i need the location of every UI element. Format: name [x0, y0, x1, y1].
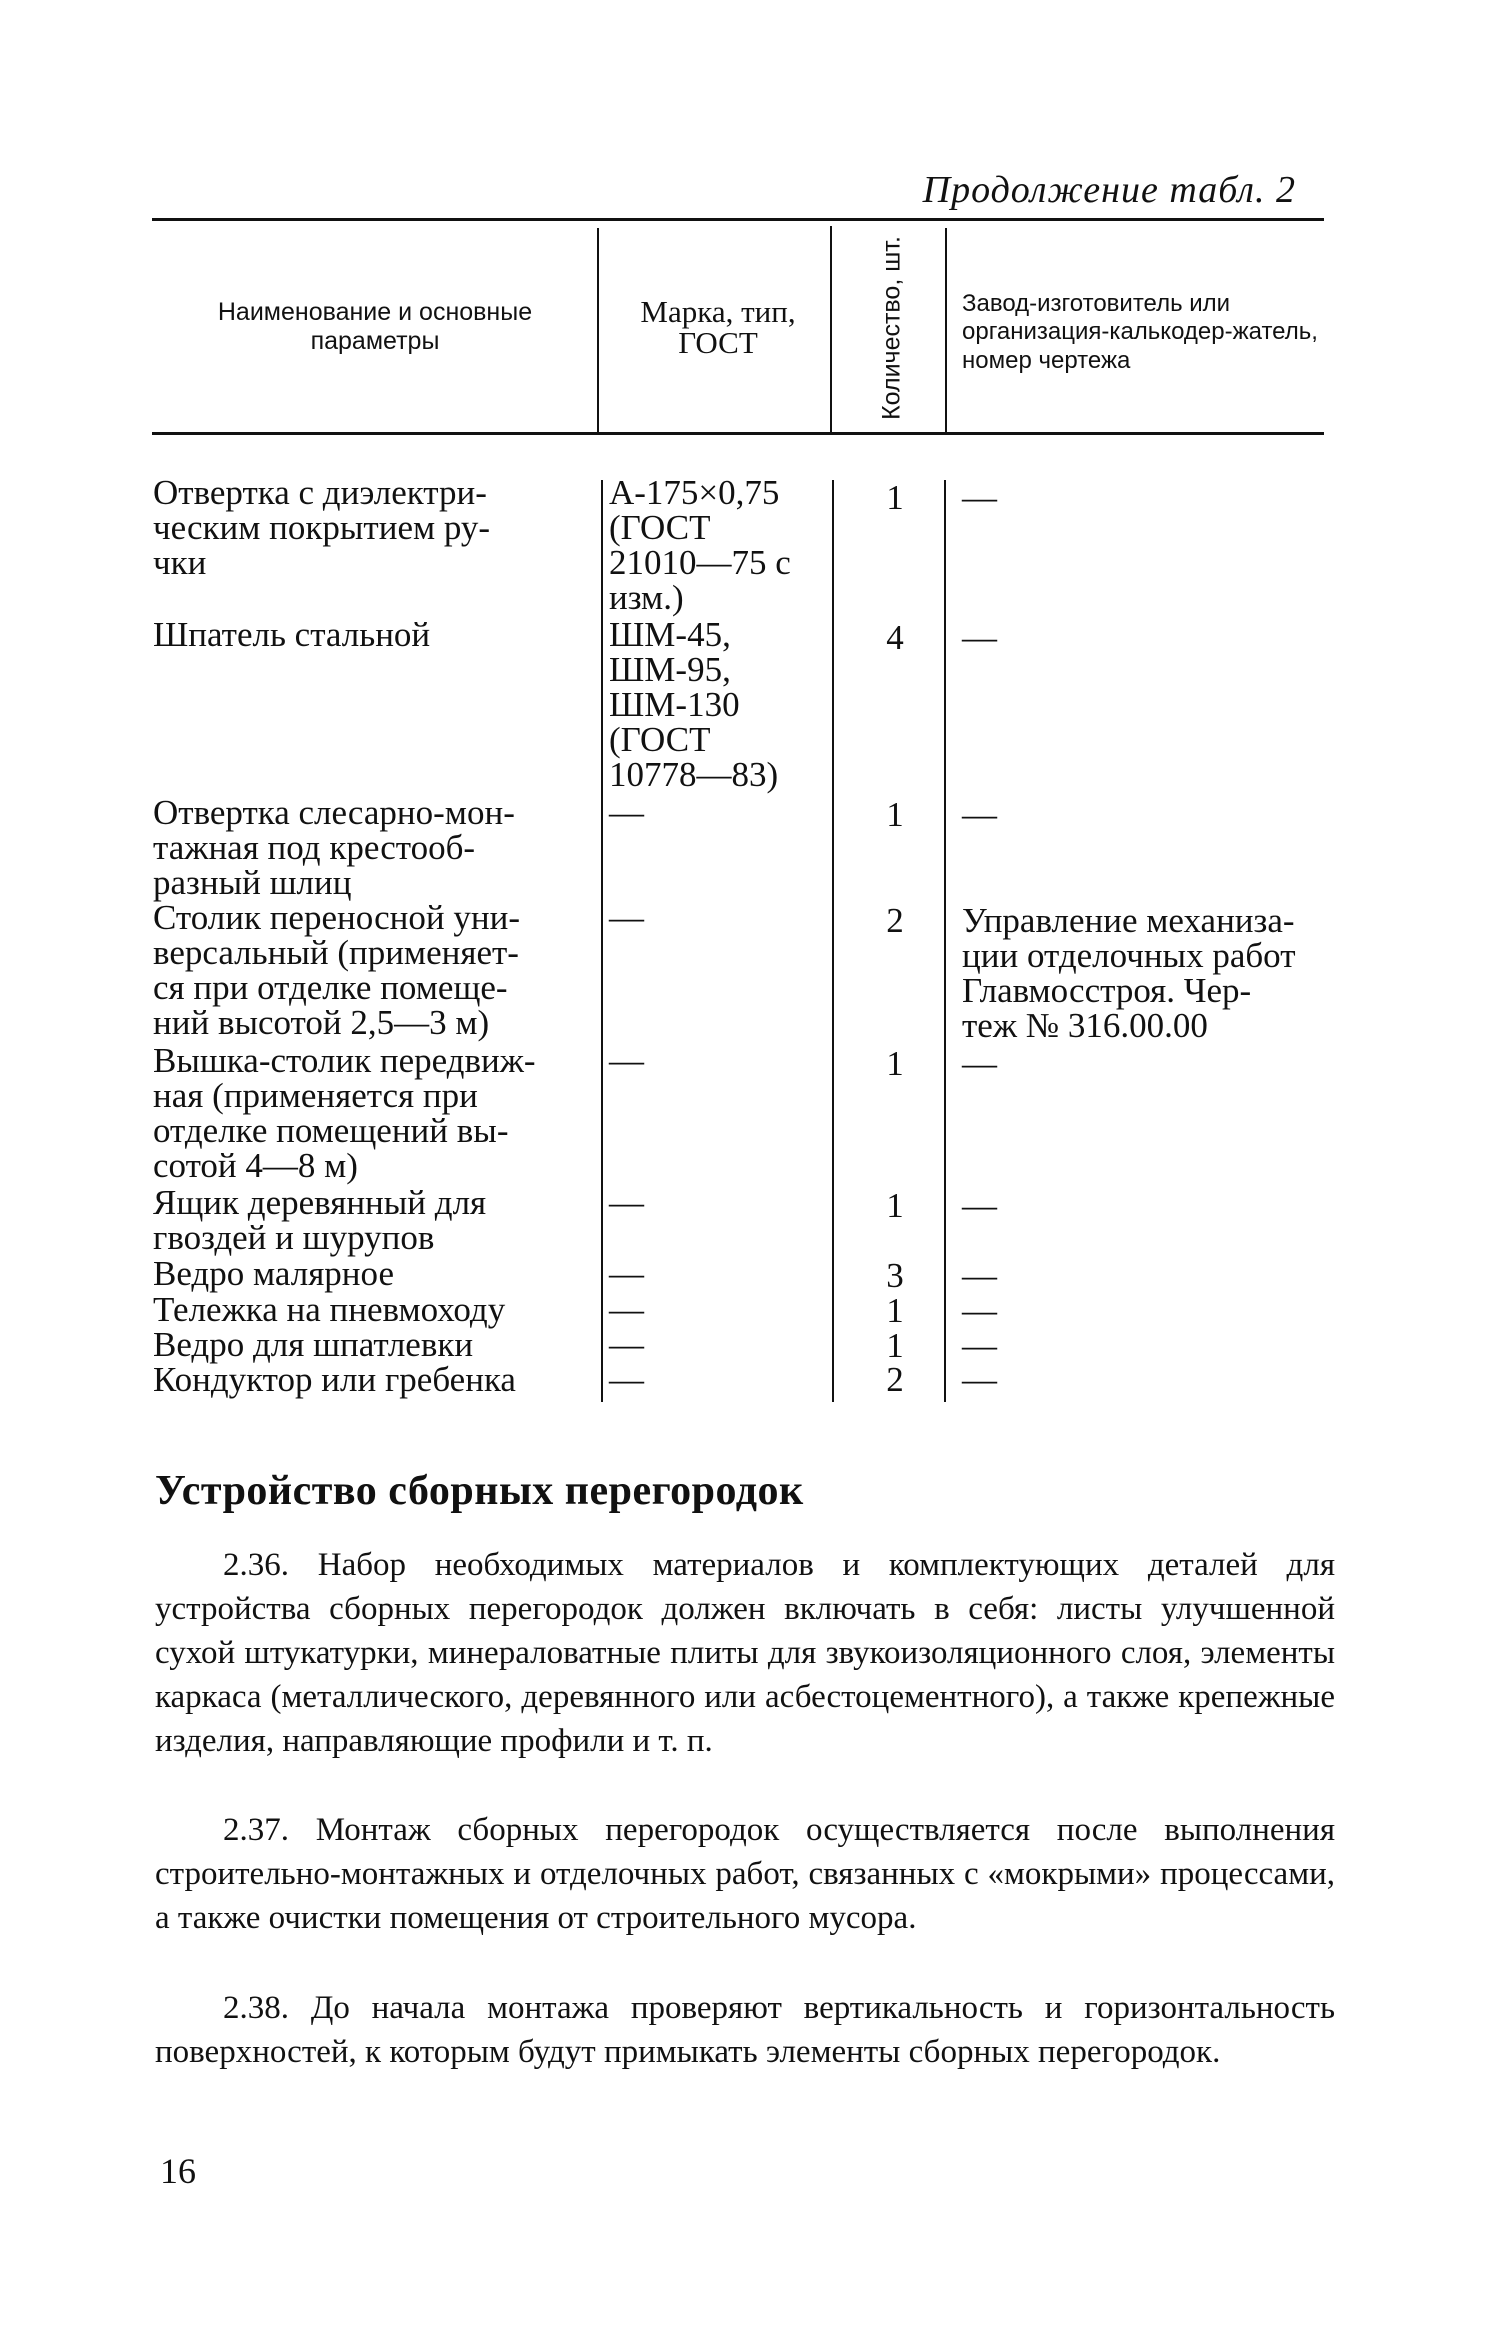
table-row-4-name: Столик переносной уни- версальный (применяет- ся при отделке помеще- ний высотой 2,5—3 м)	[153, 898, 520, 1042]
table-row-9-qty: 1	[886, 1326, 904, 1365]
column-divider-3	[945, 228, 947, 432]
table-row-6-maker: —	[962, 1186, 997, 1225]
table-row-6-mark: —	[609, 1183, 644, 1222]
table-row-10-name: Кондуктор или гребенка	[153, 1360, 516, 1399]
table-row-2-mark: ШМ-45, ШМ-95, ШМ-130 (ГОСТ 10778—83)	[609, 615, 779, 794]
table-row-4-mark: —	[609, 898, 644, 937]
page-number: 16	[160, 2151, 196, 2191]
table-row-2-qty: 4	[886, 618, 904, 657]
paragraph-2-36: 2.36. Набор необходимых материалов и комплектующих деталей для устройства сборных перегородок должен включать в себя: листы улучшенной сухой штукатурки, минераловатные плиты для звукоизоляционного слоя, элементы каркаса (металлического, деревянного или асбестоцементного), а также крепежные изделия, направляющие профили и т. п.	[155, 1547, 1335, 1759]
table-row-4-maker: Управление механиза- ции отделочных работ Главмосстроя. Чер- теж № 316.00.00	[962, 901, 1296, 1045]
table-row-1-mark: А-175×0,75 (ГОСТ 21010—75 с изм.)	[609, 473, 791, 617]
table-row-7-maker: —	[962, 1256, 997, 1295]
table-row-1-maker: —	[962, 478, 997, 517]
table-row-4-qty: 2	[886, 901, 904, 940]
column-divider-1	[597, 228, 599, 432]
table-header-rule	[152, 432, 1324, 435]
table-row-3-mark: —	[609, 793, 644, 832]
column-divider-2	[830, 226, 832, 432]
section-title: Устройство сборных перегородок	[155, 1468, 804, 1514]
table-row-7-name: Ведро малярное	[153, 1254, 394, 1293]
table-row-3-maker: —	[962, 795, 997, 834]
table-row-7-qty: 3	[886, 1256, 904, 1295]
column-header-mark: Марка, тип, ГОСТ	[640, 294, 796, 360]
column-divider-3-body	[944, 480, 946, 1402]
table-row-8-mark: —	[609, 1290, 644, 1329]
table-row-9-mark: —	[609, 1325, 644, 1364]
table-row-9-name: Ведро для шпатлевки	[153, 1325, 474, 1364]
table-row-1-qty: 1	[886, 478, 904, 517]
table-top-rule	[152, 218, 1324, 221]
table-continuation-label: Продолжение табл. 2	[922, 169, 1296, 211]
table-row-3-name: Отвертка слесарно-мон- тажная под крестооб- разный шлиц	[153, 793, 515, 902]
column-header-manufacturer: Завод-изготовитель или организация-калькодер-жатель, номер чертежа	[962, 290, 1318, 374]
table-row-5-name: Вышка-столик передвиж- ная (применяется при отделке помещений вы- сотой 4—8 м)	[153, 1041, 536, 1185]
table-row-6-qty: 1	[886, 1186, 904, 1225]
table-row-5-maker: —	[962, 1044, 997, 1083]
table-row-10-qty: 2	[886, 1360, 904, 1399]
table-row-9-maker: —	[962, 1326, 997, 1365]
table-row-8-maker: —	[962, 1291, 997, 1330]
table-row-7-mark: —	[609, 1254, 644, 1293]
paragraph-2-37: 2.37. Монтаж сборных перегородок осуществляется после выполнения строительно-монтажных и отделочных работ, связанных с «мокрыми» процессами, а также очистки помещения от строительного мусора.	[155, 1812, 1335, 1936]
table-row-8-name: Тележка на пневмоходу	[153, 1290, 506, 1329]
table-row-6-name: Ящик деревянный для гвоздей и шурупов	[153, 1183, 487, 1257]
table-row-2-maker: —	[962, 618, 997, 657]
table-row-10-mark: —	[609, 1360, 644, 1399]
column-header-quantity	[842, 228, 942, 428]
paragraph-2-38: 2.38. До начала монтажа проверяют вертикальность и горизонтальность поверхностей, к которым будут примыкать элементы сборных перегородок.	[155, 1990, 1335, 2070]
table-row-5-mark: —	[609, 1041, 644, 1080]
column-header-name: Наименование и основные параметры	[217, 298, 533, 355]
column-header-quantity-text: Количество, шт.	[877, 236, 906, 420]
table-row-10-maker: —	[962, 1360, 997, 1399]
column-divider-1-body	[601, 480, 603, 1402]
table-row-8-qty: 1	[886, 1291, 904, 1330]
table-row-5-qty: 1	[886, 1044, 904, 1083]
table-row-2-name: Шпатель стальной	[153, 615, 431, 654]
table-row-1-name: Отвертка с диэлектри- ческим покрытием ру- чки	[153, 473, 491, 582]
table-row-3-qty: 1	[886, 795, 904, 834]
